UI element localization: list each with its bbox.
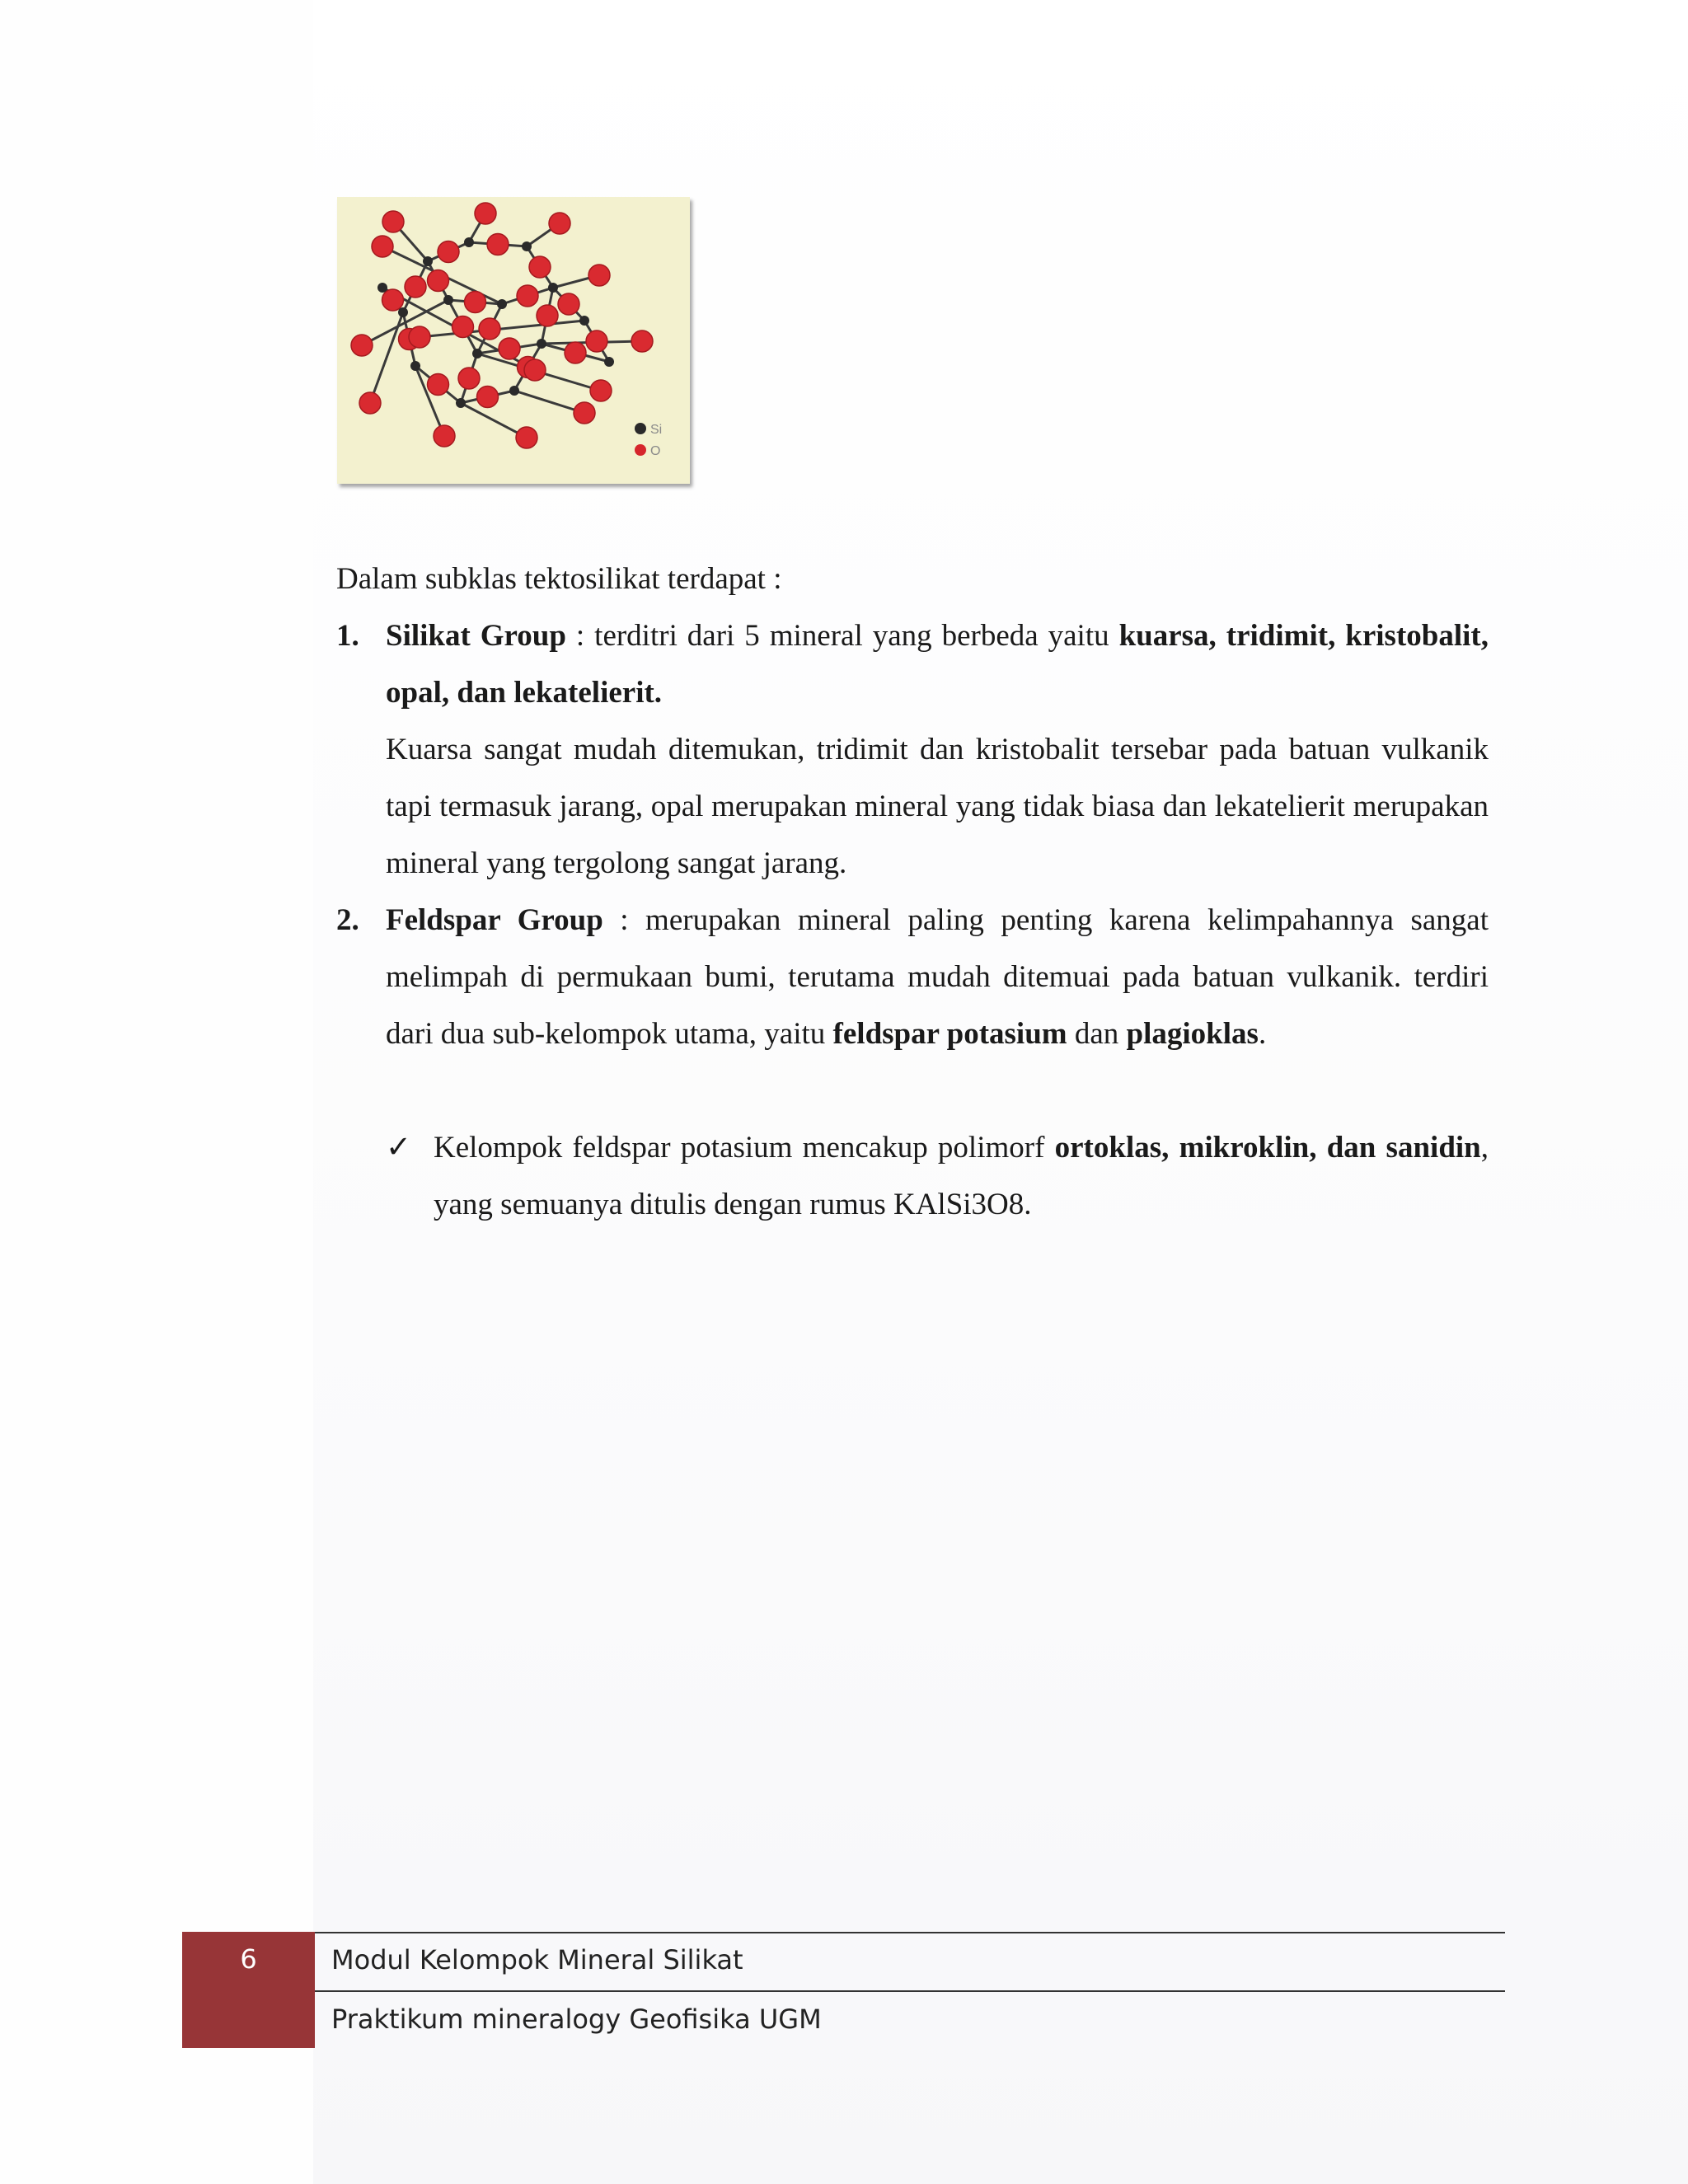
oxygen-atom <box>549 213 570 234</box>
oxygen-atom <box>590 380 612 401</box>
oxygen-atom <box>434 425 455 447</box>
footer-divider <box>315 1932 1505 1933</box>
legend-o-dot <box>635 444 646 456</box>
item-bold-text: feldspar potasium <box>832 1017 1067 1051</box>
sub-list-item <box>336 1119 1489 1233</box>
silicon-atom <box>604 357 614 367</box>
silicon-atom <box>464 237 474 247</box>
oxygen-atom <box>382 289 404 311</box>
silicon-atom <box>497 299 507 309</box>
list-item <box>336 892 1489 1062</box>
oxygen-atom <box>475 203 496 224</box>
silicon-atom <box>548 283 558 293</box>
silikat-group-description <box>386 607 1489 721</box>
silicon-atom <box>443 295 453 305</box>
silicon-atom <box>456 398 466 408</box>
oxygen-atom <box>588 265 610 286</box>
feldspar-group-description <box>386 892 1489 1062</box>
item-bold-text: plagioklas <box>1126 1017 1259 1051</box>
oxygen-atom <box>517 285 538 307</box>
silikat-group-paragraph: Kuarsa sangat mudah ditemukan, tridimit dan kristobalit tersebar pada batuan vulkanik tapi termasuk jarang, opal merupakan mineral yang tidak biasa dan lekatelierit merupakan mineral yang tergolong sangat jarang. <box>386 733 1489 880</box>
oxygen-atom <box>524 359 546 381</box>
intro-text: Dalam subklas tektosilikat terdapat : <box>336 562 782 596</box>
legend-si-dot <box>635 423 646 434</box>
footer-module-title: Modul Kelompok Mineral Silikat <box>331 1944 743 1975</box>
oxygen-atom <box>452 316 474 338</box>
item-text: dan <box>1067 1017 1127 1051</box>
oxygen-atom <box>487 234 509 255</box>
sub-item-text: Kelompok feldspar potasium mencakup polimorf <box>434 1131 1055 1165</box>
oxygen-atom <box>458 368 480 389</box>
tectosilicate-structure-image <box>337 197 690 484</box>
silicon-atom <box>522 241 532 251</box>
oxygen-atom <box>558 293 579 315</box>
checkmark-icon: ✓ <box>386 1131 412 1165</box>
oxygen-atom <box>359 392 381 414</box>
item-text: : terditri dari 5 mineral yang berbeda yaitu <box>565 619 1119 653</box>
item-text: : merupakan mineral paling penting karena kelimpahannya sangat melimpah di permukaan bumi, terutama mudah ditemuai pada batuan vulkanik. terdiri dari dua sub-kelompok utama, yaitu <box>386 903 1489 1051</box>
legend-si-label: Si <box>650 423 663 437</box>
silicon-atom <box>423 256 433 266</box>
item-title: Silikat Group <box>386 619 566 653</box>
silicon-atom <box>537 339 546 349</box>
oxygen-atom <box>574 402 595 424</box>
oxygen-atom <box>479 318 500 340</box>
silicon-atom <box>410 361 420 371</box>
list-number: 2. <box>336 903 359 937</box>
silica-framework-diagram <box>337 197 690 484</box>
oxygen-atom <box>537 305 558 326</box>
list-number: 1. <box>336 619 359 653</box>
sub-item-text: , yang semuanya ditulis dengan rumus KAlSi3O8. <box>434 1131 1489 1221</box>
oxygen-atom <box>465 292 486 313</box>
silicon-atom <box>579 316 589 326</box>
footer-divider <box>315 1990 1505 1992</box>
oxygen-atom <box>529 256 551 278</box>
silicon-atom <box>509 386 519 396</box>
legend-o-label: O <box>650 444 661 458</box>
oxygen-atom <box>428 270 449 292</box>
item-title: Feldspar Group <box>386 903 603 937</box>
silicon-atom <box>472 349 482 359</box>
silicon-atom <box>377 283 387 293</box>
item-bold-text: kuarsa, tridimit, kristobalit, opal, dan lekatelierit. <box>386 619 1489 710</box>
oxygen-atom <box>428 374 449 396</box>
oxygen-atom <box>516 427 537 448</box>
footer-course-title: Praktikum mineralogy Geofisika UGM <box>331 2004 822 2035</box>
figure-legend <box>635 423 662 458</box>
item-text: . <box>1258 1017 1267 1051</box>
oxygen-atom <box>372 236 393 257</box>
bond-line <box>420 321 584 337</box>
oxygen-atom <box>409 326 430 348</box>
sub-item-bold-text: ortoklas, mikroklin, dan sanidin <box>1054 1131 1481 1165</box>
oxygen-atom <box>631 330 653 352</box>
oxygen-atom <box>351 335 373 356</box>
page-number: 6 <box>240 1943 257 1975</box>
oxygen-atom <box>499 338 520 359</box>
silicon-atom <box>398 307 408 317</box>
oxygen-atom <box>565 342 586 363</box>
oxygen-atom <box>586 330 607 352</box>
oxygen-atom <box>405 276 426 298</box>
oxygen-atom <box>438 241 459 263</box>
list-item <box>336 607 1489 892</box>
oxygen-atom <box>477 387 499 408</box>
oxygen-atom <box>382 211 404 232</box>
